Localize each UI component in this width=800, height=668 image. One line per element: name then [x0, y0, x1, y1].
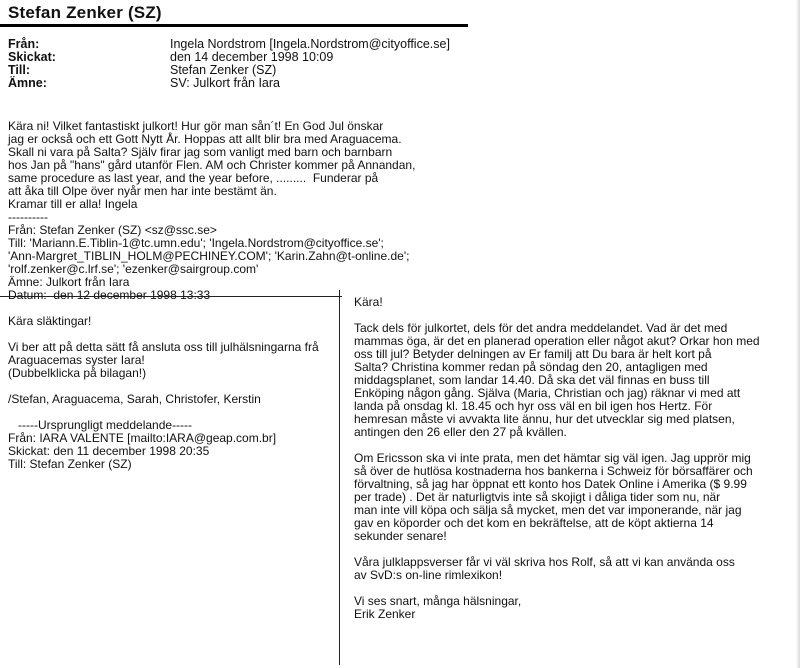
text-line: förvaltning, så jag har öppnat ett konto hos Datek Online i Amerika ($ 9.99	[354, 477, 747, 491]
text-line: Enköping någon gång. Själva (Maria, Christian och jag) räknar vi med att	[354, 386, 741, 400]
text-line: Datum: den 12 december 1998 13:33	[8, 288, 211, 302]
header-label: Ämne:	[8, 76, 47, 90]
header-label: Skickat:	[8, 50, 56, 64]
text-line: Tack dels för julkortet, dels för det andra meddelandet. Vad är det med	[354, 321, 728, 335]
text-line: hemresan måste vi avvakta lite ännu, hur det utvecklar sig med platsen,	[354, 412, 735, 426]
header-value: den 14 december 1998 10:09	[170, 50, 334, 64]
text-line: ----------	[8, 210, 48, 224]
text-line: 'rolf.zenker@c.lrf.se'; 'ezenker@sairgroup.com'	[8, 262, 259, 276]
text-line: Erik Zenker	[354, 607, 416, 621]
text-line: Till: Stefan Zenker (SZ)	[8, 457, 132, 471]
text-line: att åka till Olpe över nyår men har inte bestämt än.	[8, 184, 277, 198]
text-line: Skall ni vara på Salta? Själv firar jag som vanligt med barn och barnbarn	[8, 145, 393, 159]
header-value: Stefan Zenker (SZ)	[170, 63, 277, 77]
header-value: SV: Julkort från Iara	[170, 76, 280, 90]
sender-title: Stefan Zenker (SZ)	[8, 3, 162, 22]
text-line: Om Ericsson ska vi inte prata, men det hämtar sig väl igen. Jag upprör mig	[354, 451, 751, 465]
text-line: Till: 'Mariann.E.Tiblin-1@tc.umn.edu'; 'Ingela.Nordstrom@cityoffice.se';	[8, 236, 384, 250]
column-divider-horizontal	[0, 296, 342, 297]
header-value: Ingela Nordstrom [Ingela.Nordstrom@cityoffice.se]	[170, 37, 450, 51]
text-line: sekunder senare!	[354, 529, 447, 543]
text-line: same procedure as last year, and the year before, ......... Funderar på	[8, 171, 379, 185]
text-line: Vi ses snart, många hälsningar,	[354, 594, 522, 608]
text-line: av SvD:s on-line rimlexikon!	[354, 568, 503, 582]
text-line: antingen den 26 eller den 27 på kvällen.	[354, 425, 567, 439]
text-line: oss till jul? Betyder delningen av Er familj att Du bara är helt kort på	[354, 347, 712, 361]
text-line: Kära!	[354, 295, 383, 309]
text-line: Vi ber att på detta sätt få ansluta oss till julhälsningarna frå	[8, 340, 319, 354]
text-line: Kära ni! Vilket fantastiskt julkort! Hur gör man sån´t! En God Jul önskar	[8, 119, 384, 133]
text-line: gav en köporder och det kom en bekräftelse, att de köpt aktierna 14	[354, 516, 714, 530]
text-line: per trade) . Det är naturligtvis inte så skojigt i dåliga tider som nu, när	[354, 490, 721, 504]
text-line: (Dubbelklicka på bilagan!)	[8, 366, 147, 380]
text-line: jag er också och ett Gott Nytt År. Hoppas att allt blir bra med Araguacema.	[8, 132, 402, 146]
text-line: Salta? Christina kommer redan på söndag den 20, antagligen med	[354, 360, 708, 374]
text-line: -----Ursprungligt meddelande-----	[8, 418, 193, 432]
text-line: man inte vill köpa och sälja så mycket, men det var imponerande, när jag	[354, 503, 742, 517]
email-header	[8, 38, 508, 90]
text-line: middagsplanet, som landar 14.40. Då ska det väl finnas en buss till	[354, 373, 710, 387]
text-line: Från: Stefan Zenker (SZ) <sz@ssc.se>	[8, 223, 217, 237]
text-line: så över de hutlösa kostnaderna hos bankerna i Schweiz för börsaffärer och	[354, 464, 753, 478]
text-line: Skickat: den 11 december 1998 20:35	[8, 444, 210, 458]
text-line: Kära släktingar!	[8, 314, 92, 328]
text-line: Araguacemas syster Iara!	[8, 353, 145, 367]
text-line: landa på onsdag kl. 18.45 och hyr oss väl en bil igen hos Hertz. För	[354, 399, 713, 413]
text-line: Våra julklappsverser får vi väl skriva hos Rolf, så att vi kan använda oss	[354, 555, 735, 569]
column-divider-vertical	[339, 290, 340, 665]
scan-edge-shadow	[796, 0, 800, 668]
title-underline	[0, 24, 468, 27]
text-line: Ämne: Julkort från Iara	[8, 275, 130, 289]
text-line: hos Jan på "hans" gård utanför Flen. AM och Christer kommer på Annandan,	[8, 158, 416, 172]
text-line: mammas öga, är det en planerad operation eller något akut? Orkar hon med	[354, 334, 760, 348]
text-line: 'Ann-Margret_TIBLIN_HOLM@PECHINEY.COM'; 'Karin.Zahn@t-online.de';	[8, 249, 410, 263]
header-subject	[8, 77, 508, 90]
letter-body-right	[354, 296, 794, 621]
header-label: Från:	[8, 37, 40, 51]
header-label: Till:	[8, 63, 30, 77]
text-line: /Stefan, Araguacema, Sarah, Christofer, Kerstin	[8, 392, 261, 406]
text-line: Från: IARA VALENTE [mailto:IARA@geap.com.br]	[8, 431, 277, 445]
text-line: Kramar till er alla! Ingela	[8, 197, 138, 211]
